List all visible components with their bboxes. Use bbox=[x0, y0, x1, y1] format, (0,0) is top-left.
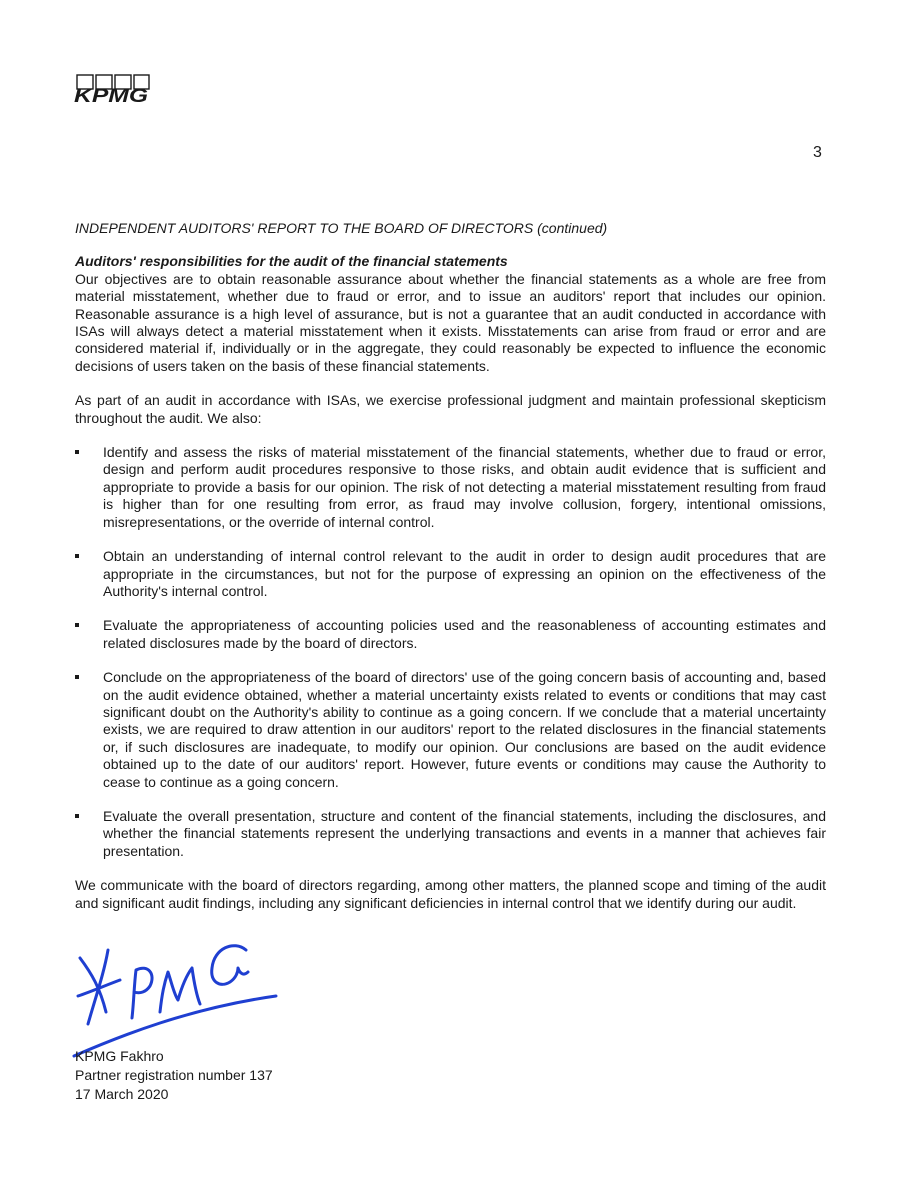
list-item-text: Obtain an understanding of internal control relevant to the audit in order to design audit procedures that are appropriate in the circumstances, but not for the purpose of expressing an opinion on the effectiveness of the Authority's internal control. bbox=[103, 548, 826, 599]
list-item bbox=[75, 617, 826, 652]
report-date: 17 March 2020 bbox=[75, 1086, 169, 1102]
firm-name: KPMG Fakhro bbox=[75, 1048, 164, 1064]
audit-approach-paragraph: As part of an audit in accordance with ISAs, we exercise professional judgment and maintain professional skepticism throughout the audit. We also: bbox=[75, 392, 826, 426]
page-number: 3 bbox=[813, 144, 822, 161]
responsibilities-list bbox=[75, 444, 826, 860]
list-item bbox=[75, 669, 826, 791]
bullet-icon bbox=[75, 675, 79, 679]
list-item bbox=[75, 444, 826, 531]
list-item bbox=[75, 808, 826, 860]
list-item-text: Evaluate the overall presentation, structure and content of the financial statements, including the disclosures, and whether the financial statements represent the underlying transactions and events in a manner that achieves fair presentation. bbox=[103, 807, 826, 859]
list-item-text: Conclude on the appropriateness of the board of directors' use of the going concern basis of accounting and, based on the audit evidence obtained, whether a material uncertainty exists related to events or conditions that may cast significant doubt on the Authority's ability to continue as a going concern. If we conclude that a material uncertainty exists, we are required to draw attention in our auditors' report to the related disclosures in the financial statements or, if such disclosures are inadequate, to modify our opinion. Our conclusions are based on the audit evidence obtained up to the date of our auditors' report. However, future events or conditions may cause the Authority to cease to continue as a going concern. bbox=[103, 669, 826, 790]
kpmg-logo bbox=[74, 74, 150, 104]
report-title: INDEPENDENT AUDITORS' REPORT TO THE BOARD OF DIRECTORS (continued) bbox=[75, 220, 608, 236]
handwritten-signature bbox=[60, 928, 290, 1058]
signer-block bbox=[75, 1047, 273, 1104]
section-heading: Auditors' responsibilities for the audit of the financial statements bbox=[75, 253, 508, 270]
svg-text:KPMG: KPMG bbox=[74, 86, 149, 104]
list-item bbox=[75, 548, 826, 600]
list-item-text: Evaluate the appropriateness of accounting policies used and the reasonableness of accounting estimates and related disclosures made by the board of directors. bbox=[103, 617, 826, 651]
report-body bbox=[75, 220, 826, 929]
list-item-text: Identify and assess the risks of material misstatement of the financial statements, whether due to fraud or error, design and perform audit procedures responsive to those risks, and obtain audit evidence that is sufficient and appropriate to provide a basis for our opinion. The risk of not detecting a material misstatement resulting from fraud is higher than for one resulting from error, as fraud may involve collusion, forgery, intentional omissions, misrepresentations, or the override of internal control. bbox=[103, 444, 826, 530]
bullet-icon bbox=[75, 814, 79, 818]
communication-paragraph: We communicate with the board of directors regarding, among other matters, the planned scope and timing of the audit and significant audit findings, including any significant deficiencies in internal control that we identify during our audit. bbox=[75, 877, 826, 911]
bullet-icon bbox=[75, 623, 79, 627]
partner-registration: Partner registration number 137 bbox=[75, 1067, 273, 1083]
bullet-icon bbox=[75, 554, 79, 558]
objectives-paragraph: Our objectives are to obtain reasonable assurance about whether the financial statements as a whole are free from material misstatement, whether due to fraud or error, and to issue an auditors' report that includes our opinion. Reasonable assurance is a high level of assurance, but is not a guarantee that an audit conducted in accordance with ISAs will always detect a material misstatement when it exists. Misstatements can arise from fraud or error and are considered material if, individually or in the aggregate, they could reasonably be expected to influence the economic decisions of users taken on the basis of these financial statements. bbox=[75, 270, 826, 374]
bullet-icon bbox=[75, 450, 79, 454]
